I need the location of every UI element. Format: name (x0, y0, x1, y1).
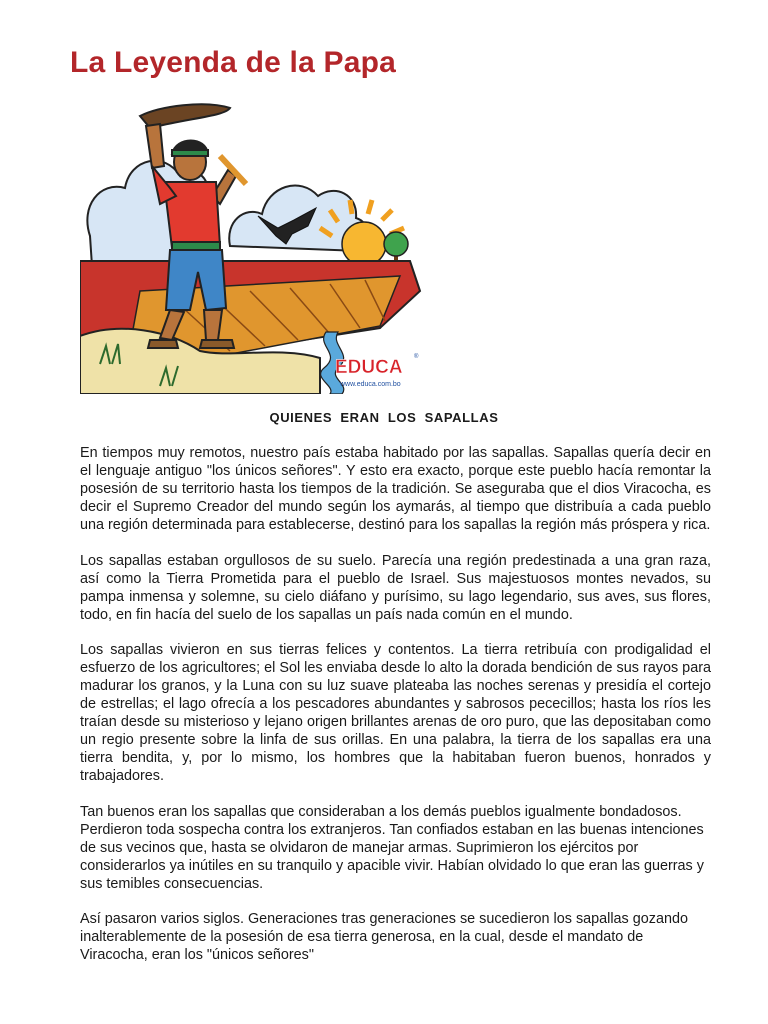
story-body (80, 444, 711, 982)
paragraph: Los sapallas vivieron en sus tierras felices y contentos. La tierra retribuía con prodigalidad el esfuerzo de los agricultores; el Sol les enviaba desde lo alto la dorada bendición de sus rayos para madurar los granos, y la Luna con su luz suave plateaba las noches serenas y presidía el cortejo de estrellas; el lago ofrecía a los pescadores abundantes y sabrosos pececillos; hasta los ríos les traían desde su misterioso y lejano origen brillantes arenas de oro puro, que las depositaban como un regio presente sobre la linfa de sus orillas. En una palabra, la tierra de los sapallas era una tierra bendita, y, por lo mismo, los hombres que la habitaban fueron buenos, honrados y trabajadores. (80, 642, 711, 784)
educa-logo (335, 353, 419, 388)
educa-logo-url: www.educa.com.bo (340, 381, 401, 388)
paragraph: Así pasaron varios siglos. Generaciones tras generaciones se sucedieron los sapallas gozando inalterablemente de la posesión de esa tierra generosa, en la cual, desde el mandato de Viracocha, eran los "únicos señores" (80, 911, 688, 963)
section-subtitle: QUIENES ERAN LOS SAPALLAS (269, 410, 499, 425)
paragraph: En tiempos muy remotos, nuestro país estaba habitado por las sapallas. Sapallas quería decir en el lenguaje antiguo "los únicos señores". Y esto era exacto, porque este pueblo hacía remontar la posesión de su territorio hasta los tiempos de la tradición. Se aseguraba que el dios Viracocha, es decir el Supremo Creador del mundo según los aymarás, al tiempo que distribuía a cada pueblo una región determinada para establecerse, destinó para los sapallas la región más próspera y rica. (80, 445, 711, 533)
educa-logo-mark: ® (414, 354, 419, 360)
page-title: La Leyenda de la Papa (70, 46, 396, 79)
potato-legend-illustration (80, 96, 422, 394)
educa-logo-text: EDUCA (335, 357, 403, 378)
paragraph: Tan buenos eran los sapallas que consideraban a los demás pueblos igualmente bondadosos. Perdieron toda sospecha contra los extranjeros. Tan confiados estaban en las buenas intenciones de sus vecinos que, hasta se olvidaron de manejar armas. Suprimieron los ejércitos por considerarlos ya inútiles en su tranquilo y apacible vivir. Habían olvidado lo que eran las guerras y sus temibles consecuencias. (80, 803, 704, 892)
paragraph: Los sapallas estaban orgullosos de su suelo. Parecía una región predestinada a una gran raza, así como la Tierra Prometida para el pueblo de Israel. Sus majestuosos montes nevados, su pampa inmensa y solemne, su cielo diáfano y purísimo, su lago legendario, sus aves, sus flores, todo, en fin hacía del suelo de los sapallas un país nada común en el mundo. (80, 552, 711, 623)
